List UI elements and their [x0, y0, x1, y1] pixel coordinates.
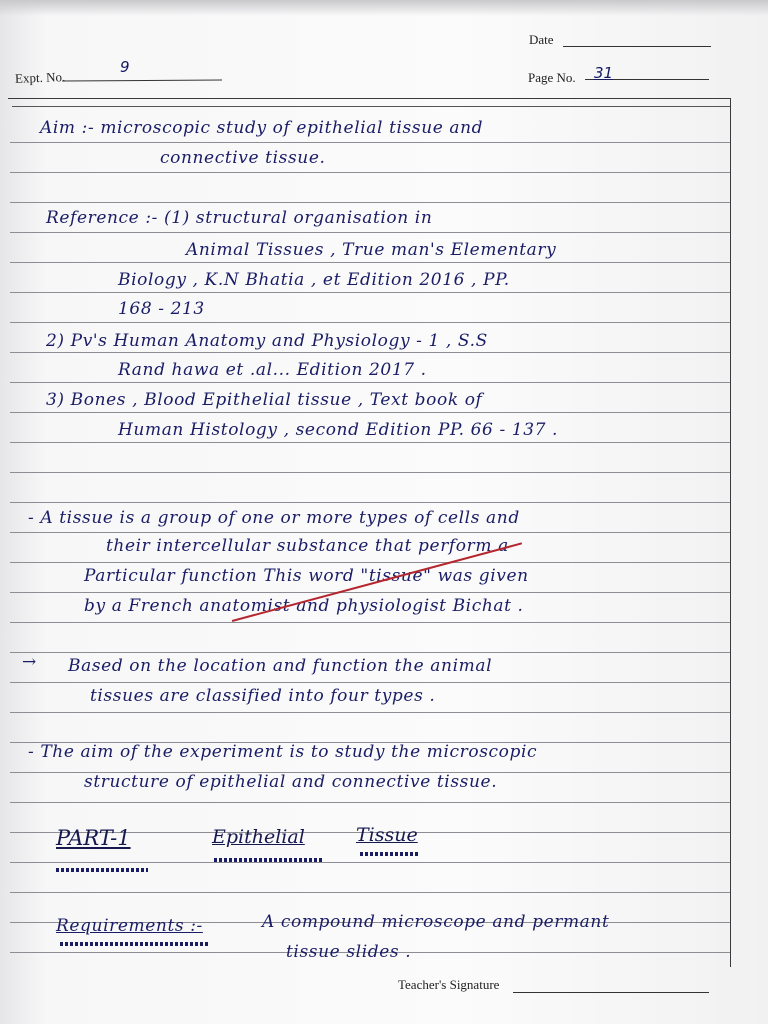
tissue-squiggle — [360, 852, 420, 856]
ruled-line — [10, 412, 730, 413]
page-no-value: 31 — [594, 64, 614, 82]
ruled-line — [10, 502, 730, 503]
based-line-2: tissues are classified into four types . — [90, 686, 436, 706]
expt-no-value: 9 — [120, 58, 130, 76]
date-label: Date — [529, 32, 554, 47]
part-title-tissue: Tissue — [356, 824, 418, 846]
part-label-squiggle — [56, 868, 148, 872]
ruled-line — [10, 232, 730, 233]
based-line-1: Based on the location and function the animal — [68, 656, 493, 676]
reference-line-5: 2) Pv's Human Anatomy and Physiology - 1 , S.S — [46, 331, 488, 351]
experiment-line-2: structure of epithelial and connective tissue. — [84, 772, 498, 792]
reference-line-3: Biology , K.N Bhatia , et Edition 2016 , PP. — [118, 270, 510, 290]
requirements-line-2: tissue slides . — [286, 942, 412, 962]
expt-no-line — [62, 79, 222, 81]
ruled-line — [10, 202, 730, 203]
page-frame-inner-line — [12, 106, 730, 107]
page-no-label: Page No. — [528, 70, 576, 85]
tissue-line-2: their intercellular substance that perform a — [106, 536, 509, 556]
teacher-signature-label: Teacher's Signature — [398, 977, 500, 992]
arrow-icon: → — [22, 652, 37, 672]
ruled-line — [10, 172, 730, 173]
tissue-line-4: by a French anatomist and physiologist Bichat . — [84, 596, 524, 616]
requirements-squiggle — [60, 942, 210, 946]
reference-line-8: Human Histology , second Edition PP. 66 - 137 . — [118, 420, 559, 440]
date-line — [563, 46, 711, 47]
aim-line-1: Aim :- microscopic study of epithelial tissue and — [40, 118, 484, 138]
ruled-line — [10, 592, 730, 593]
epithelial-squiggle — [214, 858, 322, 862]
part-title-epithelial: Epithelial — [212, 826, 305, 848]
ruled-line — [10, 682, 730, 683]
tissue-line-1: - A tissue is a group of one or more types of cells and — [28, 508, 520, 528]
ruled-line — [10, 262, 730, 263]
expt-no-label: Expt. No. — [14, 69, 66, 86]
reference-line-2: Animal Tissues , True man's Elementary — [186, 240, 557, 260]
ruled-line — [10, 892, 730, 893]
reference-line-1: Reference :- (1) structural organisation in — [46, 208, 433, 228]
ruled-line — [10, 862, 730, 863]
reference-line-4: 168 - 213 — [118, 299, 205, 319]
ruled-line — [10, 712, 730, 713]
ruled-line — [10, 652, 730, 653]
tissue-line-3: Particular function This word "tissue" was given — [84, 566, 529, 586]
ruled-line — [10, 352, 730, 353]
part-label: PART-1 — [56, 826, 131, 850]
ruled-line — [10, 562, 730, 563]
page-shadow — [0, 0, 768, 16]
aim-line-2: connective tissue. — [160, 148, 326, 168]
teacher-signature-line — [513, 992, 709, 993]
ruled-line — [10, 292, 730, 293]
ruled-line — [10, 472, 730, 473]
ruled-line — [10, 142, 730, 143]
reference-line-7: 3) Bones , Blood Epithelial tissue , Text book of — [46, 390, 483, 410]
requirements-label: Requirements :- — [56, 916, 203, 936]
experiment-line-1: - The aim of the experiment is to study the microscopic — [28, 742, 538, 762]
ruled-line — [10, 532, 730, 533]
requirements-line-1: A compound microscope and permant — [262, 912, 610, 932]
ruled-line — [10, 382, 730, 383]
ruled-line — [10, 622, 730, 623]
ruled-line — [10, 322, 730, 323]
reference-line-6: Rand hawa et .al... Edition 2017 . — [118, 360, 427, 380]
ruled-line — [10, 442, 730, 443]
ruled-line — [10, 802, 730, 803]
